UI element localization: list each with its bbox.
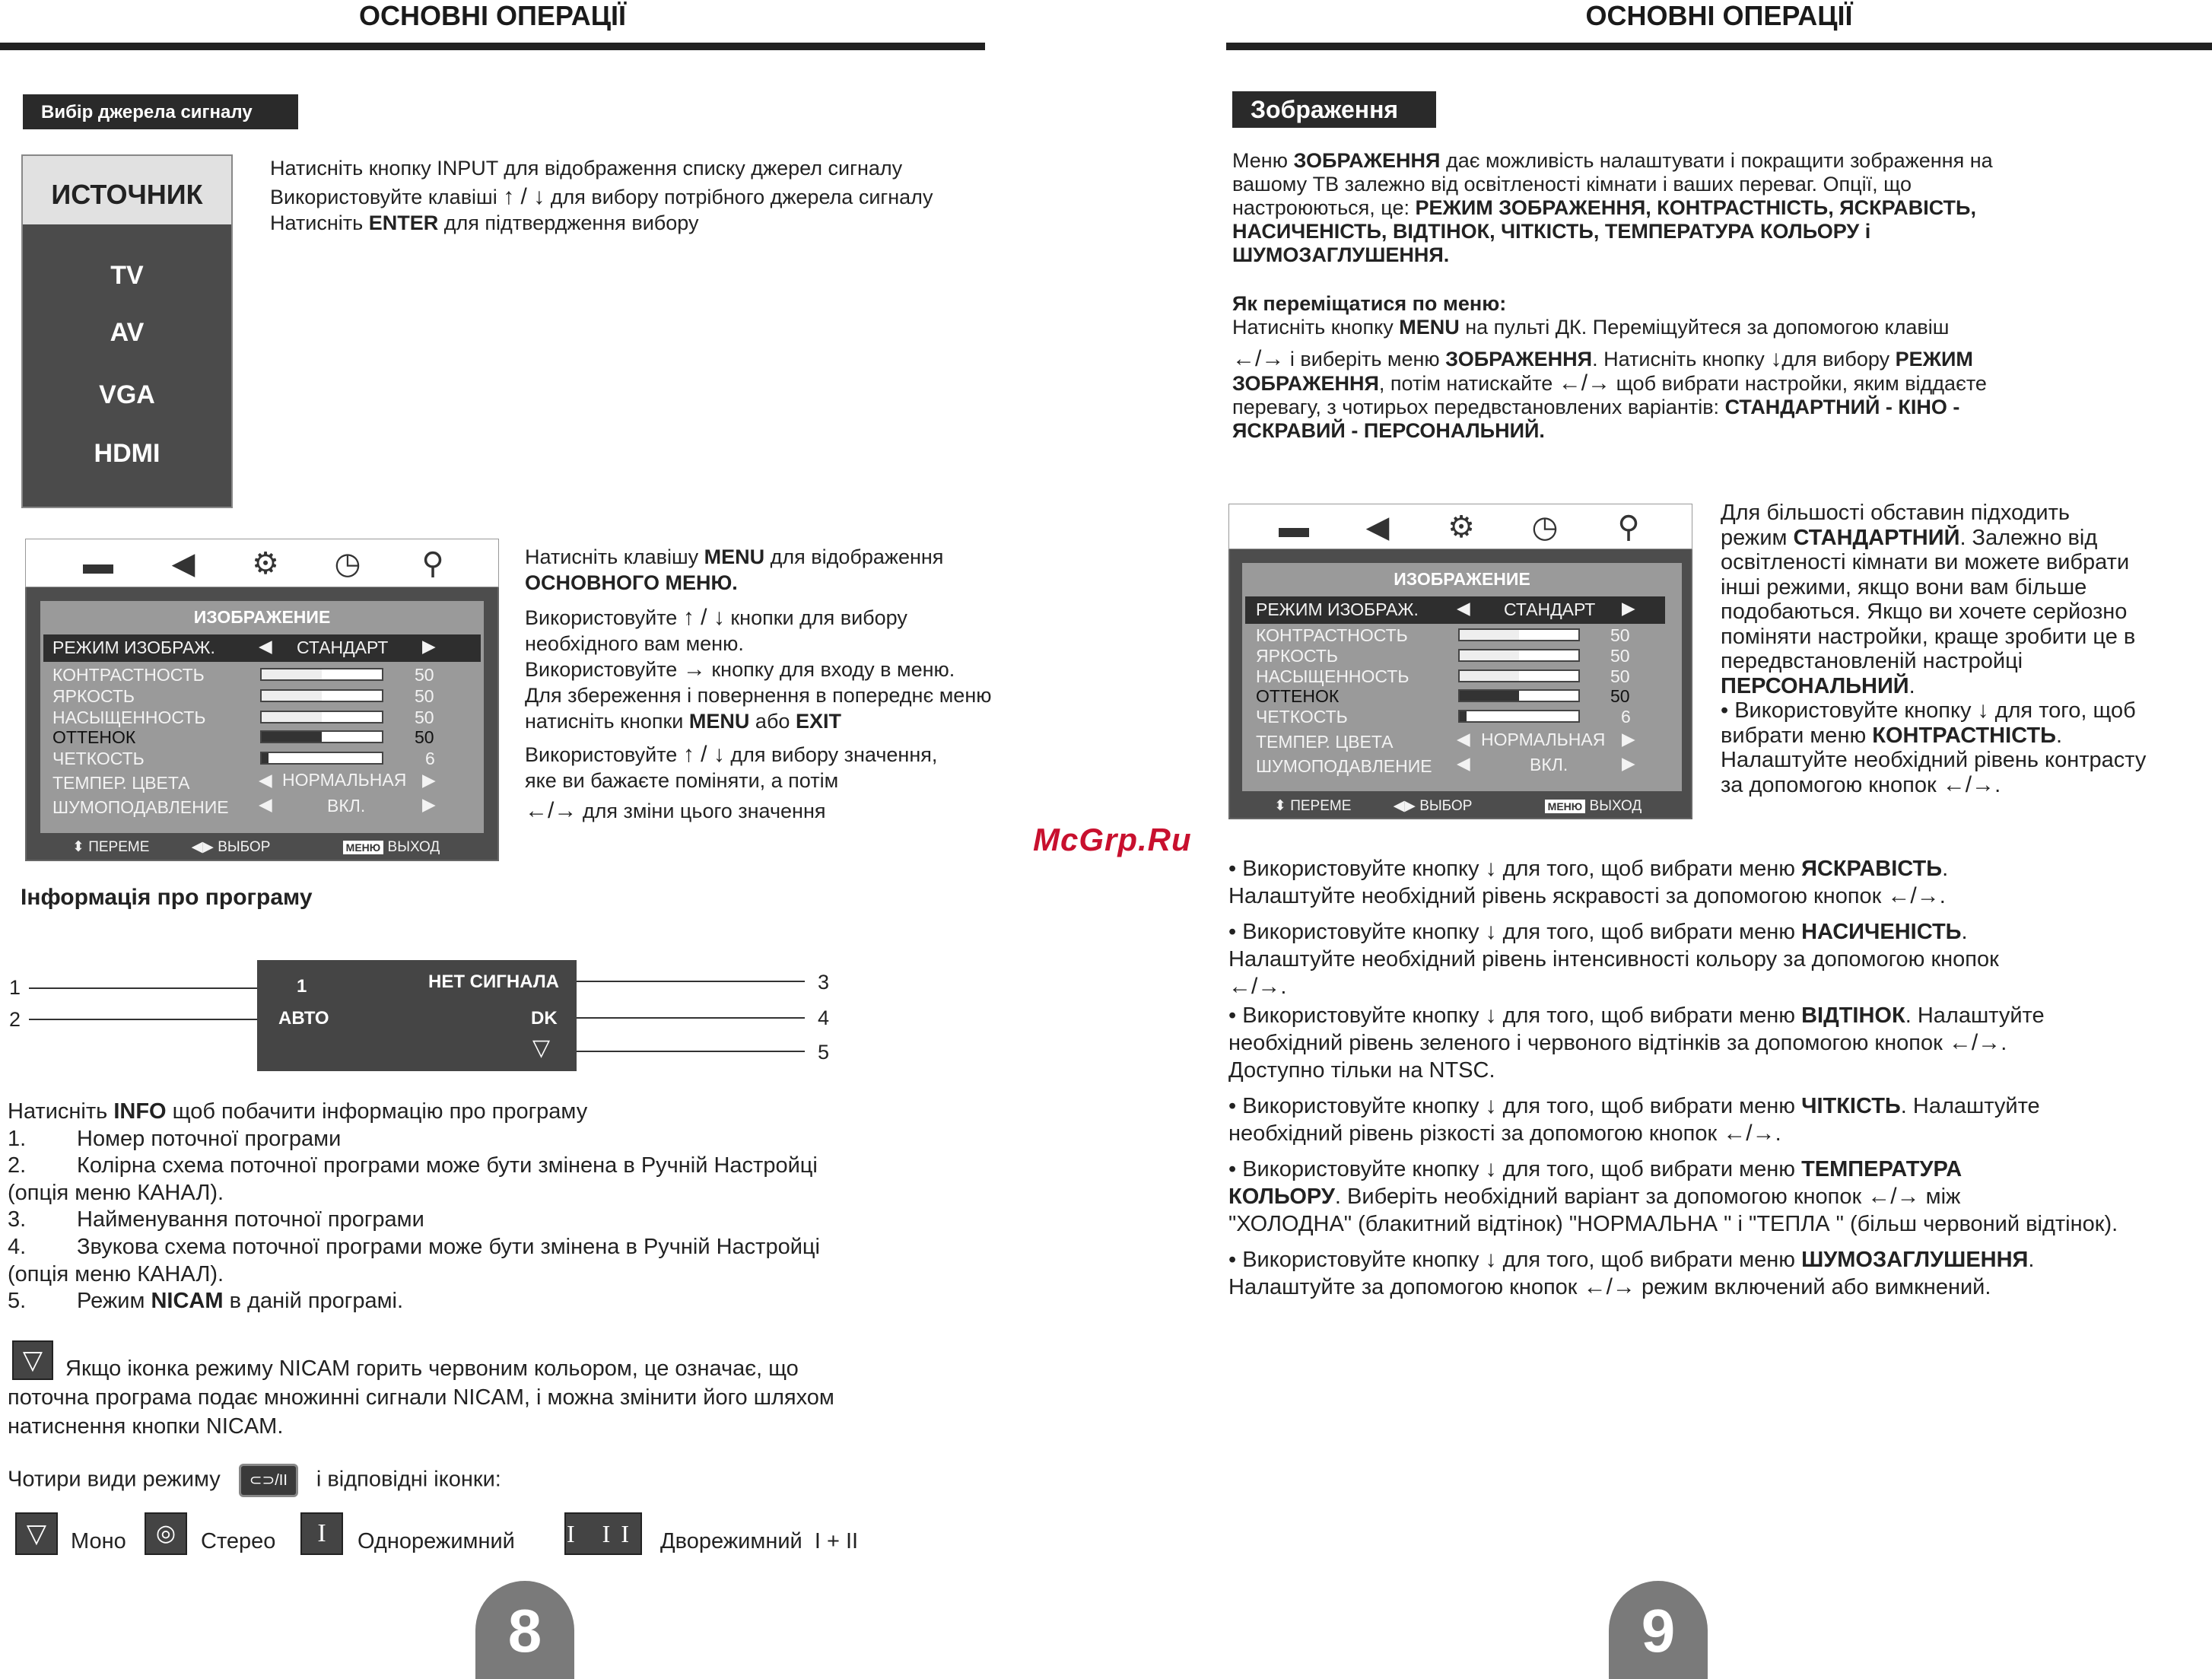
- mode-stereo-icon: ◎: [145, 1512, 187, 1555]
- left-right-arrow-icon: ←/→: [1232, 346, 1285, 371]
- source-item-hdmi[interactable]: HDMI: [94, 439, 160, 468]
- std-line-8: ПЕРСОНАЛЬНИЙ.: [1721, 673, 1915, 698]
- std-line-4: інші режими, якщо вони вам більше: [1721, 574, 2087, 599]
- menu-line-5: Використовуйте → кнопку для входу в меню.: [525, 657, 955, 682]
- osd-value-sharpness: 6: [1621, 707, 1631, 727]
- osd-bar-fill: [262, 753, 269, 763]
- osd-bar-fill: [1460, 691, 1519, 701]
- gear-icon[interactable]: ⚙: [252, 547, 279, 580]
- callout-number-1: 1: [9, 976, 21, 999]
- osd-row-noise-reduction[interactable]: ШУМОПОДАВЛЕНИЕ: [52, 797, 229, 817]
- osd-footer: ⬍ ПЕРЕМЕ ◀▶ ВЫБОР МЕНЮ ВЫХОД: [1274, 798, 1642, 814]
- nicam-key-icon: ⊂⊃/II: [239, 1464, 298, 1497]
- info-color-mode: АВТО: [278, 1008, 329, 1029]
- std-line-2: режим СТАНДАРТНИЙ. Залежно від: [1721, 525, 2098, 550]
- osd-bar[interactable]: [1458, 689, 1580, 702]
- left-header-rule: [0, 43, 985, 50]
- left-right-arrow-icon: ←/→: [1583, 1274, 1635, 1299]
- watermark: McGrp.Ru: [1033, 822, 1192, 857]
- right-header-rule: [1226, 43, 2212, 50]
- info-list-item: 5. Режим NICAM в даній програмі.: [8, 1289, 404, 1314]
- std-line-1: Для більшості обставин підходить: [1721, 501, 2071, 525]
- leftright-arrow-icon: ◀▶: [1393, 798, 1416, 814]
- osd-right-arrow-icon[interactable]: ▶: [422, 770, 436, 790]
- osd-value-color-temp: НОРМАЛЬНАЯ: [1481, 730, 1606, 749]
- osd-menu-left: [25, 539, 499, 861]
- modes-intro: Чотири види режиму ⊂⊃/II і відповідні іконки:: [8, 1464, 844, 1497]
- osd-bar[interactable]: [260, 711, 383, 723]
- osd-row-picture-mode[interactable]: РЕЖИМ ИЗОБРАЖ.: [52, 638, 215, 657]
- osd-row-tint[interactable]: ОТТЕНОК: [1256, 686, 1340, 706]
- osd-value-noise-reduction: ВКЛ.: [327, 796, 366, 816]
- menu-line-3: Використовуйте ↑ / ↓ кнопки для вибору: [525, 605, 907, 630]
- osd-value-color-temp: НОРМАЛЬНАЯ: [282, 770, 407, 790]
- nicam-line-2: поточна програма подає множинні сигнали NICAM, і можна змінити його шляхом: [8, 1385, 834, 1410]
- menu-line-9: яке ви бажаєте поміняти, а потім: [525, 769, 839, 792]
- osd-bar[interactable]: [1458, 710, 1580, 723]
- section-title-source: Вибір джерела сигналу: [23, 94, 298, 129]
- osd-row-brightness[interactable]: ЯРКОСТЬ: [52, 686, 135, 706]
- osd-bar-fill: [262, 732, 322, 742]
- down-arrow-icon: ↓: [1770, 346, 1782, 371]
- left-right-arrow-icon: ←/→: [1942, 771, 1995, 797]
- info-list-item: 2. Колірна схема поточної програми може бути змінена в Ручній Настройці: [8, 1153, 818, 1178]
- osd-row-saturation[interactable]: НАСЫЩЕННОСТЬ: [52, 708, 206, 727]
- intro-line-1: Меню ЗОБРАЖЕННЯ дає можливість налаштувати і покращити зображення на: [1232, 149, 1993, 172]
- callout-line-4: [577, 1017, 805, 1019]
- source-menu-title: ИСТОЧНИК: [23, 156, 231, 224]
- adjustment-bullets: [1228, 855, 2210, 1301]
- up-down-arrow-icon: ↑ / ↓: [682, 742, 725, 767]
- menu-key-badge: МЕНЮ: [1545, 800, 1586, 813]
- page-number-left: 8: [475, 1581, 574, 1679]
- menu-line-1: Натисніть клавішу MENU для відображення: [525, 545, 944, 568]
- nicam-explanation: [8, 1354, 974, 1441]
- osd-bar-fill: [1460, 630, 1519, 640]
- right-arrow-icon: →: [682, 657, 706, 682]
- src-line-2: Використовуйте клавіші ↑ / ↓ для вибору потрібного джерела сигналу: [270, 184, 933, 209]
- osd-bar[interactable]: [260, 752, 383, 765]
- osd-left-arrow-icon[interactable]: ◀: [259, 794, 272, 814]
- osd-bar[interactable]: [260, 668, 383, 681]
- menu-line-8: Використовуйте ↑ / ↓ для вибору значення,: [525, 742, 938, 767]
- left-right-arrow-icon: ←/→: [1887, 883, 1940, 908]
- osd-value-contrast: 50: [415, 665, 434, 685]
- info-list-item: 4. Звукова схема поточної програми може бути змінена в Ручній Настройці: [8, 1234, 820, 1259]
- clock-icon[interactable]: ◷: [334, 547, 361, 580]
- up-down-arrow-icon: ↑ / ↓: [503, 184, 545, 209]
- up-down-arrow-icon: ↑ / ↓: [682, 605, 725, 630]
- osd-bar[interactable]: [1458, 649, 1580, 662]
- source-instructions: [270, 155, 1000, 236]
- osd-value-picture-mode: СТАНДАРТ: [1504, 599, 1596, 619]
- std-line-11: Налаштуйте необхідний рівень контрасту: [1721, 748, 2147, 772]
- speaker-icon[interactable]: ◀: [171, 547, 195, 580]
- intro-line-4: НАСИЧЕНІСТЬ, ВІДТІНОК, ЧІТКІСТЬ, ТЕМПЕРАТУРА КОЛЬОРУ і: [1232, 220, 1871, 243]
- src-line-1: Натисніть кнопку INPUT для відображення списку джерел сигналу: [270, 157, 903, 180]
- osd-row-contrast[interactable]: КОНТРАСТНОСТЬ: [52, 665, 205, 685]
- down-arrow-icon: ↓: [1977, 698, 1989, 723]
- bullet-brightness: • Використовуйте кнопку ↓ для того, щоб вибрати меню ЯСКРАВІСТЬ. Налаштуйте необхідний рівень яскравості за допомогою кнопок ←/→.: [1228, 856, 1949, 908]
- bullet-tint: • Використовуйте кнопку ↓ для того, щоб вибрати меню ВІДТІНОК. Налаштуйте необхідний рівень зеленого і червоного відтінків за допомогою кнопок ←/→. Доступно тільки на NTSC.: [1228, 1003, 2045, 1083]
- info-list-item: 1. Номер поточної програми: [8, 1126, 342, 1151]
- info-list-item: 3. Найменування поточної програми: [8, 1207, 424, 1232]
- menu-line-6: Для збереження і повернення в попереднє меню: [525, 684, 992, 707]
- standard-mode-text: [1721, 501, 2207, 797]
- left-right-arrow-icon: ←/→: [1723, 1121, 1775, 1146]
- left-page-header: ОСНОВНІ ОПЕРАЦІЇ: [359, 0, 626, 31]
- osd-bar[interactable]: [260, 689, 383, 702]
- osd-row-picture-mode[interactable]: РЕЖИМ ИЗОБРАЖ.: [1256, 599, 1419, 619]
- osd-bar-fill: [1460, 711, 1467, 721]
- intro-line-2: вашому ТВ залежно від освітленості кімнати і ваших переваг. Опції, що: [1232, 173, 1912, 196]
- osd-value-saturation: 50: [1610, 666, 1630, 686]
- osd-bar-fill: [262, 669, 322, 679]
- info-list-item: (опція меню КАНАЛ).: [8, 1180, 224, 1205]
- left-right-arrow-icon: ←/→: [1228, 974, 1281, 999]
- osd-bar-fill: [262, 691, 322, 701]
- updown-arrow-icon: ⬍: [72, 839, 84, 855]
- callout-number-5: 5: [818, 1041, 830, 1064]
- callout-line-2: [29, 1019, 257, 1020]
- section-title-picture: Зображення: [1232, 91, 1436, 128]
- osd-bar[interactable]: [260, 730, 383, 743]
- osd-row-sharpness[interactable]: ЧЕТКОСТЬ: [1256, 707, 1348, 727]
- menu-line-7: натисніть кнопки MENU або EXIT: [525, 710, 841, 733]
- osd-value-tint: 50: [415, 727, 434, 747]
- osd-left-arrow-icon[interactable]: ◀: [259, 636, 272, 656]
- osd-row-brightness[interactable]: ЯРКОСТЬ: [1256, 646, 1338, 666]
- mode-mono-icon: ▽: [15, 1512, 58, 1555]
- nav-line-4: ЗОБРАЖЕННЯ, потім натискайте ←/→ щоб вибрати настройки, яким віддаєте: [1232, 370, 1987, 396]
- bullet-color-temp: • Використовуйте кнопку ↓ для того, щоб вибрати меню ТЕМПЕРАТУРА КОЛЬОРУ. Виберіть необхідний варіант за допомогою кнопок ←/→ між "ХОЛОДНА" (блакитний відтінок) "НОРМАЛЬНА " і "ТЕПЛА " (більш червоний відтінок).: [1228, 1156, 2118, 1236]
- osd-row-sharpness[interactable]: ЧЕТКОСТЬ: [52, 749, 145, 768]
- osd-value-brightness: 50: [415, 686, 434, 706]
- picture-intro: [1232, 149, 2198, 267]
- osd-bar[interactable]: [1458, 669, 1580, 682]
- left-right-arrow-icon: ←/→: [1558, 370, 1611, 396]
- osd-right-arrow-icon[interactable]: ▶: [1622, 598, 1635, 618]
- std-line-12: за допомогою кнопок ←/→.: [1721, 771, 2001, 797]
- menu-line-4: необхідного вам меню.: [525, 632, 744, 655]
- osd-title: ИЗОБРАЖЕНИЕ: [1394, 569, 1530, 589]
- osd-row-saturation[interactable]: НАСЫЩЕННОСТЬ: [1256, 666, 1410, 686]
- osd-value-noise-reduction: ВКЛ.: [1530, 755, 1568, 774]
- navigation-help: [1232, 292, 2198, 443]
- menu-key-badge: МЕНЮ: [343, 841, 384, 854]
- right-page-header: ОСНОВНІ ОПЕРАЦІЇ: [1585, 0, 1853, 31]
- mode-single-icon: I: [300, 1512, 343, 1555]
- src-line-3: Натисніть ENTER для підтвердження вибору: [270, 211, 699, 234]
- osd-icon-bar: [1228, 504, 1692, 549]
- down-arrow-icon: ↓: [1485, 856, 1497, 881]
- updown-arrow-icon: ⬍: [1274, 798, 1286, 814]
- info-program-number: 1: [297, 976, 307, 997]
- mode-stereo-label: Стерео: [201, 1529, 276, 1553]
- nicam-red-icon: ▽: [12, 1340, 53, 1380]
- nav-line-2: Натисніть кнопку MENU на пульті ДК. Переміщуйтеся за допомогою клавіш: [1232, 316, 1950, 339]
- info-intro: Натисніть INFO щоб побачити інформацію про програму: [8, 1099, 588, 1124]
- osd-value-picture-mode: СТАНДАРТ: [297, 638, 389, 657]
- std-line-7: передвстановленій настройці: [1721, 649, 2023, 673]
- osd-left-arrow-icon[interactable]: ◀: [1457, 753, 1470, 773]
- callout-line-1: [29, 987, 257, 989]
- bullet-saturation: • Використовуйте кнопку ↓ для того, щоб вибрати меню НАСИЧЕНІСТЬ. Налаштуйте необхідний рівень інтенсивності кольору за допомогою кнопок ←/→.: [1228, 919, 1999, 999]
- osd-row-tint[interactable]: ОТТЕНОК: [52, 727, 136, 747]
- info-program-name: НЕТ СИГНАЛА: [428, 971, 559, 992]
- info-explanation: [8, 1099, 974, 1315]
- osd-left-arrow-icon[interactable]: ◀: [1457, 598, 1470, 618]
- magnifier-icon[interactable]: ⚲: [1617, 510, 1640, 544]
- nav-line-3: ←/→ і виберіть меню ЗОБРАЖЕННЯ. Натисніть кнопку ↓для вибору РЕЖИМ: [1232, 346, 1973, 371]
- osd-row-color-temp[interactable]: ТЕМПЕР. ЦВЕТА: [1256, 732, 1394, 752]
- info-list-item: (опція меню КАНАЛ).: [8, 1261, 224, 1286]
- osd-menu-right: [1228, 504, 1692, 819]
- down-arrow-icon: ↓: [1485, 1093, 1497, 1118]
- callout-number-3: 3: [818, 971, 830, 994]
- mode-dual-label: Дворежимний I + II: [660, 1529, 859, 1553]
- osd-right-arrow-icon[interactable]: ▶: [1622, 729, 1635, 749]
- source-item-vga[interactable]: VGA: [99, 380, 155, 409]
- osd-row-color-temp[interactable]: ТЕМПЕР. ЦВЕТА: [52, 773, 190, 793]
- nicam-mono-icon: ▽: [532, 1035, 551, 1061]
- section-title-program-info: Інформація про програму: [21, 885, 313, 910]
- callout-line-3: [577, 981, 805, 982]
- mode-mono-label: Моно: [71, 1529, 126, 1553]
- osd-row-noise-reduction[interactable]: ШУМОПОДАВЛЕНИЕ: [1256, 756, 1432, 776]
- osd-left-arrow-icon[interactable]: ◀: [1457, 729, 1470, 749]
- nav-line-6: ЯСКРАВИЙ - ПЕРСОНАЛЬНИЙ.: [1232, 419, 1545, 442]
- speaker-icon[interactable]: ◀: [1365, 510, 1390, 544]
- callout-number-4: 4: [818, 1006, 830, 1029]
- osd-value-saturation: 50: [415, 708, 434, 727]
- menu-instructions: [525, 544, 1012, 824]
- gear-icon[interactable]: ⚙: [1448, 510, 1475, 544]
- osd-value-contrast: 50: [1610, 625, 1630, 645]
- osd-bar-fill: [1460, 671, 1519, 681]
- osd-right-arrow-icon[interactable]: ▶: [422, 794, 436, 814]
- osd-bar[interactable]: [1458, 628, 1580, 641]
- std-line-6: поміняти настройки, краще зробити це в: [1721, 624, 2136, 649]
- nicam-line-3: натиснення кнопки NICAM.: [8, 1414, 284, 1439]
- osd-title: ИЗОБРАЖЕНИЕ: [193, 607, 331, 627]
- down-arrow-icon: ↓: [1485, 1247, 1497, 1272]
- info-sound-system: DK: [531, 1008, 558, 1029]
- osd-icon-bar: [25, 539, 499, 587]
- down-arrow-icon: ↓: [1485, 1003, 1497, 1028]
- std-line-10: вибрати меню КОНТРАСТНІСТЬ.: [1721, 723, 2062, 748]
- osd-value-tint: 50: [1610, 686, 1630, 706]
- std-line-5: подобаються. Якщо ви хочете серйозно: [1721, 599, 2128, 624]
- left-right-arrow-icon: ←/→: [1948, 1030, 2001, 1055]
- osd-value-sharpness: 6: [425, 749, 435, 768]
- osd-value-brightness: 50: [1610, 646, 1630, 666]
- intro-line-5: ШУМОЗАГЛУШЕННЯ.: [1232, 243, 1450, 266]
- osd-footer: ⬍ ПЕРЕМЕ ◀▶ ВЫБОР МЕНЮ ВЫХОД: [72, 839, 440, 855]
- callout-line-5: [577, 1051, 805, 1052]
- clock-icon[interactable]: ◷: [1531, 510, 1559, 544]
- menu-line-10: ←/→ для зміни цього значення: [525, 798, 826, 823]
- osd-bar-fill: [1460, 650, 1519, 660]
- source-item-tv[interactable]: TV: [110, 261, 144, 290]
- mode-single-label: Однорежимний: [358, 1529, 515, 1553]
- osd-right-arrow-icon[interactable]: ▶: [1622, 753, 1635, 773]
- bullet-noise-reduction: • Використовуйте кнопку ↓ для того, щоб вибрати меню ШУМОЗАГЛУШЕННЯ. Налаштуйте за допомогою кнопок ←/→ режим включений або вимкнений.: [1228, 1247, 2035, 1299]
- osd-bar-fill: [262, 712, 322, 722]
- osd-row-contrast[interactable]: КОНТРАСТНОСТЬ: [1256, 625, 1408, 645]
- left-right-arrow-icon: ←/→: [525, 798, 577, 823]
- leftright-arrow-icon: ◀▶: [191, 839, 214, 855]
- picture-icon[interactable]: ▬: [1279, 510, 1309, 544]
- callout-number-2: 2: [9, 1008, 21, 1031]
- osd-left-arrow-icon[interactable]: ◀: [259, 770, 272, 790]
- down-arrow-icon: ↓: [1485, 1156, 1497, 1181]
- down-arrow-icon: ↓: [1485, 919, 1497, 944]
- std-line-3: освітленості кімнати ви можете вибрати: [1721, 550, 2130, 574]
- picture-icon[interactable]: ▬: [83, 547, 113, 580]
- bullet-sharpness: • Використовуйте кнопку ↓ для того, щоб вибрати меню ЧІТКІСТЬ. Налаштуйте необхідний рівень різкості за допомогою кнопок ←/→.: [1228, 1093, 2040, 1146]
- page-number-right: 9: [1609, 1581, 1708, 1679]
- std-line-9: • Використовуйте кнопку ↓ для того, щоб: [1721, 698, 2136, 723]
- intro-line-3: настроюються, це: РЕЖИМ ЗОБРАЖЕННЯ, КОНТРАСТНІСТЬ, ЯСКРАВІСТЬ,: [1232, 196, 1976, 219]
- nav-heading: Як переміщатися по меню:: [1232, 292, 1507, 315]
- left-right-arrow-icon: ←/→: [1867, 1184, 1920, 1209]
- nicam-line-1: Якщо іконка режиму NICAM горить червоним кольором, це означає, що: [65, 1356, 799, 1381]
- source-menu: [21, 154, 233, 508]
- magnifier-icon[interactable]: ⚲: [421, 547, 444, 580]
- mode-dual-icon: I II: [564, 1512, 642, 1555]
- osd-right-arrow-icon[interactable]: ▶: [422, 636, 436, 656]
- source-item-av[interactable]: AV: [110, 318, 145, 347]
- menu-line-2: ОСНОВНОГО МЕНЮ.: [525, 571, 738, 594]
- nav-line-5: перевагу, з чотирьох передвстановлених варіантів: СТАНДАРТНИЙ - КІНО -: [1232, 396, 1960, 418]
